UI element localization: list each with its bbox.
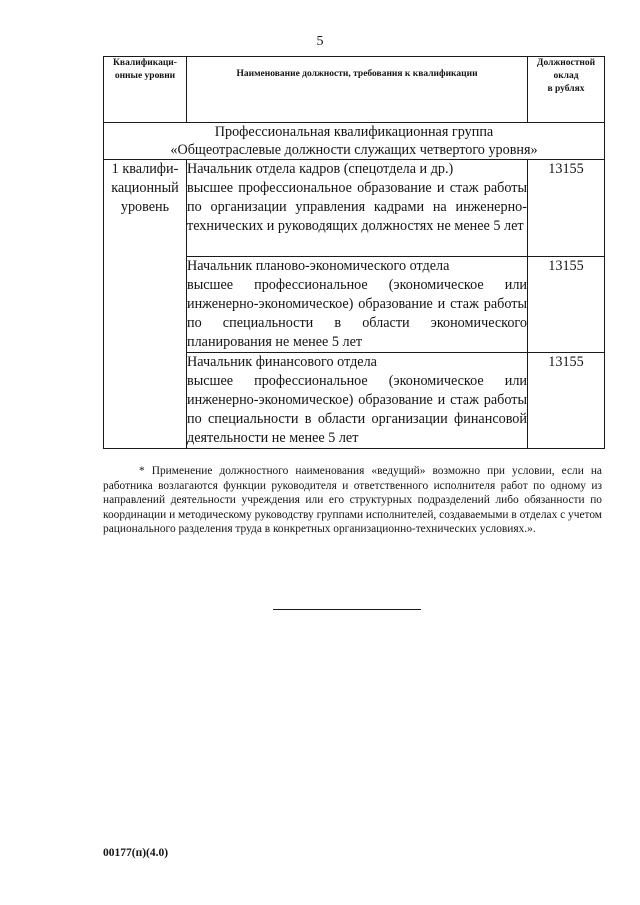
position-title: Начальник отдела кадров (спецотдела и др.): [187, 161, 454, 177]
group-title-text: Профессиональная квалификационная группа «Общеотраслевые должности служащих четвертого уровня»: [170, 124, 538, 158]
group-title: [104, 123, 605, 160]
position-requirements: высшее профессиональное (экономическое или инженерно-экономическое) образование и стаж работы по специальности в области организации финансовой деятельности не менее 5 лет: [187, 373, 527, 446]
group-title-row: [104, 123, 605, 160]
position-cell: [187, 257, 528, 353]
position-title: Начальник планово-экономического отдела: [187, 258, 450, 274]
page-number: 5: [316, 34, 324, 49]
position-requirements: высшее профессиональное образование и стаж работы по организации управления кадрами на инженерно-технических и руководящих должностях не менее 5 лет: [187, 180, 527, 234]
level-cell: [104, 160, 187, 449]
header-salary: [528, 57, 605, 123]
header-levels: [104, 57, 187, 123]
salary-value: 13155: [548, 258, 584, 274]
header-salary-text: Должностной оклад в рублях: [536, 58, 596, 94]
salary-cell: [528, 353, 605, 449]
salary-value: 13155: [548, 161, 584, 177]
position-title: Начальник финансового отдела: [187, 354, 377, 370]
table-header-row: [104, 57, 605, 123]
qualification-table: [103, 56, 605, 449]
position-cell: [187, 353, 528, 449]
footnote: * Применение должностного наименования «ведущий» возможно при условии, если на работника возлагаются функции руководителя и ответственного исполнителя работ по одному из направлений деятельности учреждения или его структурных подразделений либо обязанности по координации и методическому руководству группами исполнителей, создаваемыми в отделах с учетом рационального разделения труда в конкретных организационно-технических условиях.».: [103, 465, 603, 536]
document-code: 00177(п)(4.0): [103, 847, 169, 859]
separator-line: [273, 609, 421, 610]
salary-cell: [528, 257, 605, 353]
position-requirements: высшее профессиональное (экономическое или инженерно-экономическое) образование и стаж работы по специальности в области экономического планирования не менее 5 лет: [187, 277, 527, 350]
salary-value: 13155: [548, 354, 584, 370]
position-cell: [187, 160, 528, 257]
level-label: 1 квалифи- кационный уровень: [111, 161, 179, 215]
salary-cell: [528, 160, 605, 257]
header-levels-text: Квалификаци- онные уровни: [113, 58, 177, 81]
table-row: [104, 160, 605, 257]
header-positions: [187, 57, 528, 123]
header-positions-text: Наименование должности, требования к квалификации: [236, 69, 478, 79]
